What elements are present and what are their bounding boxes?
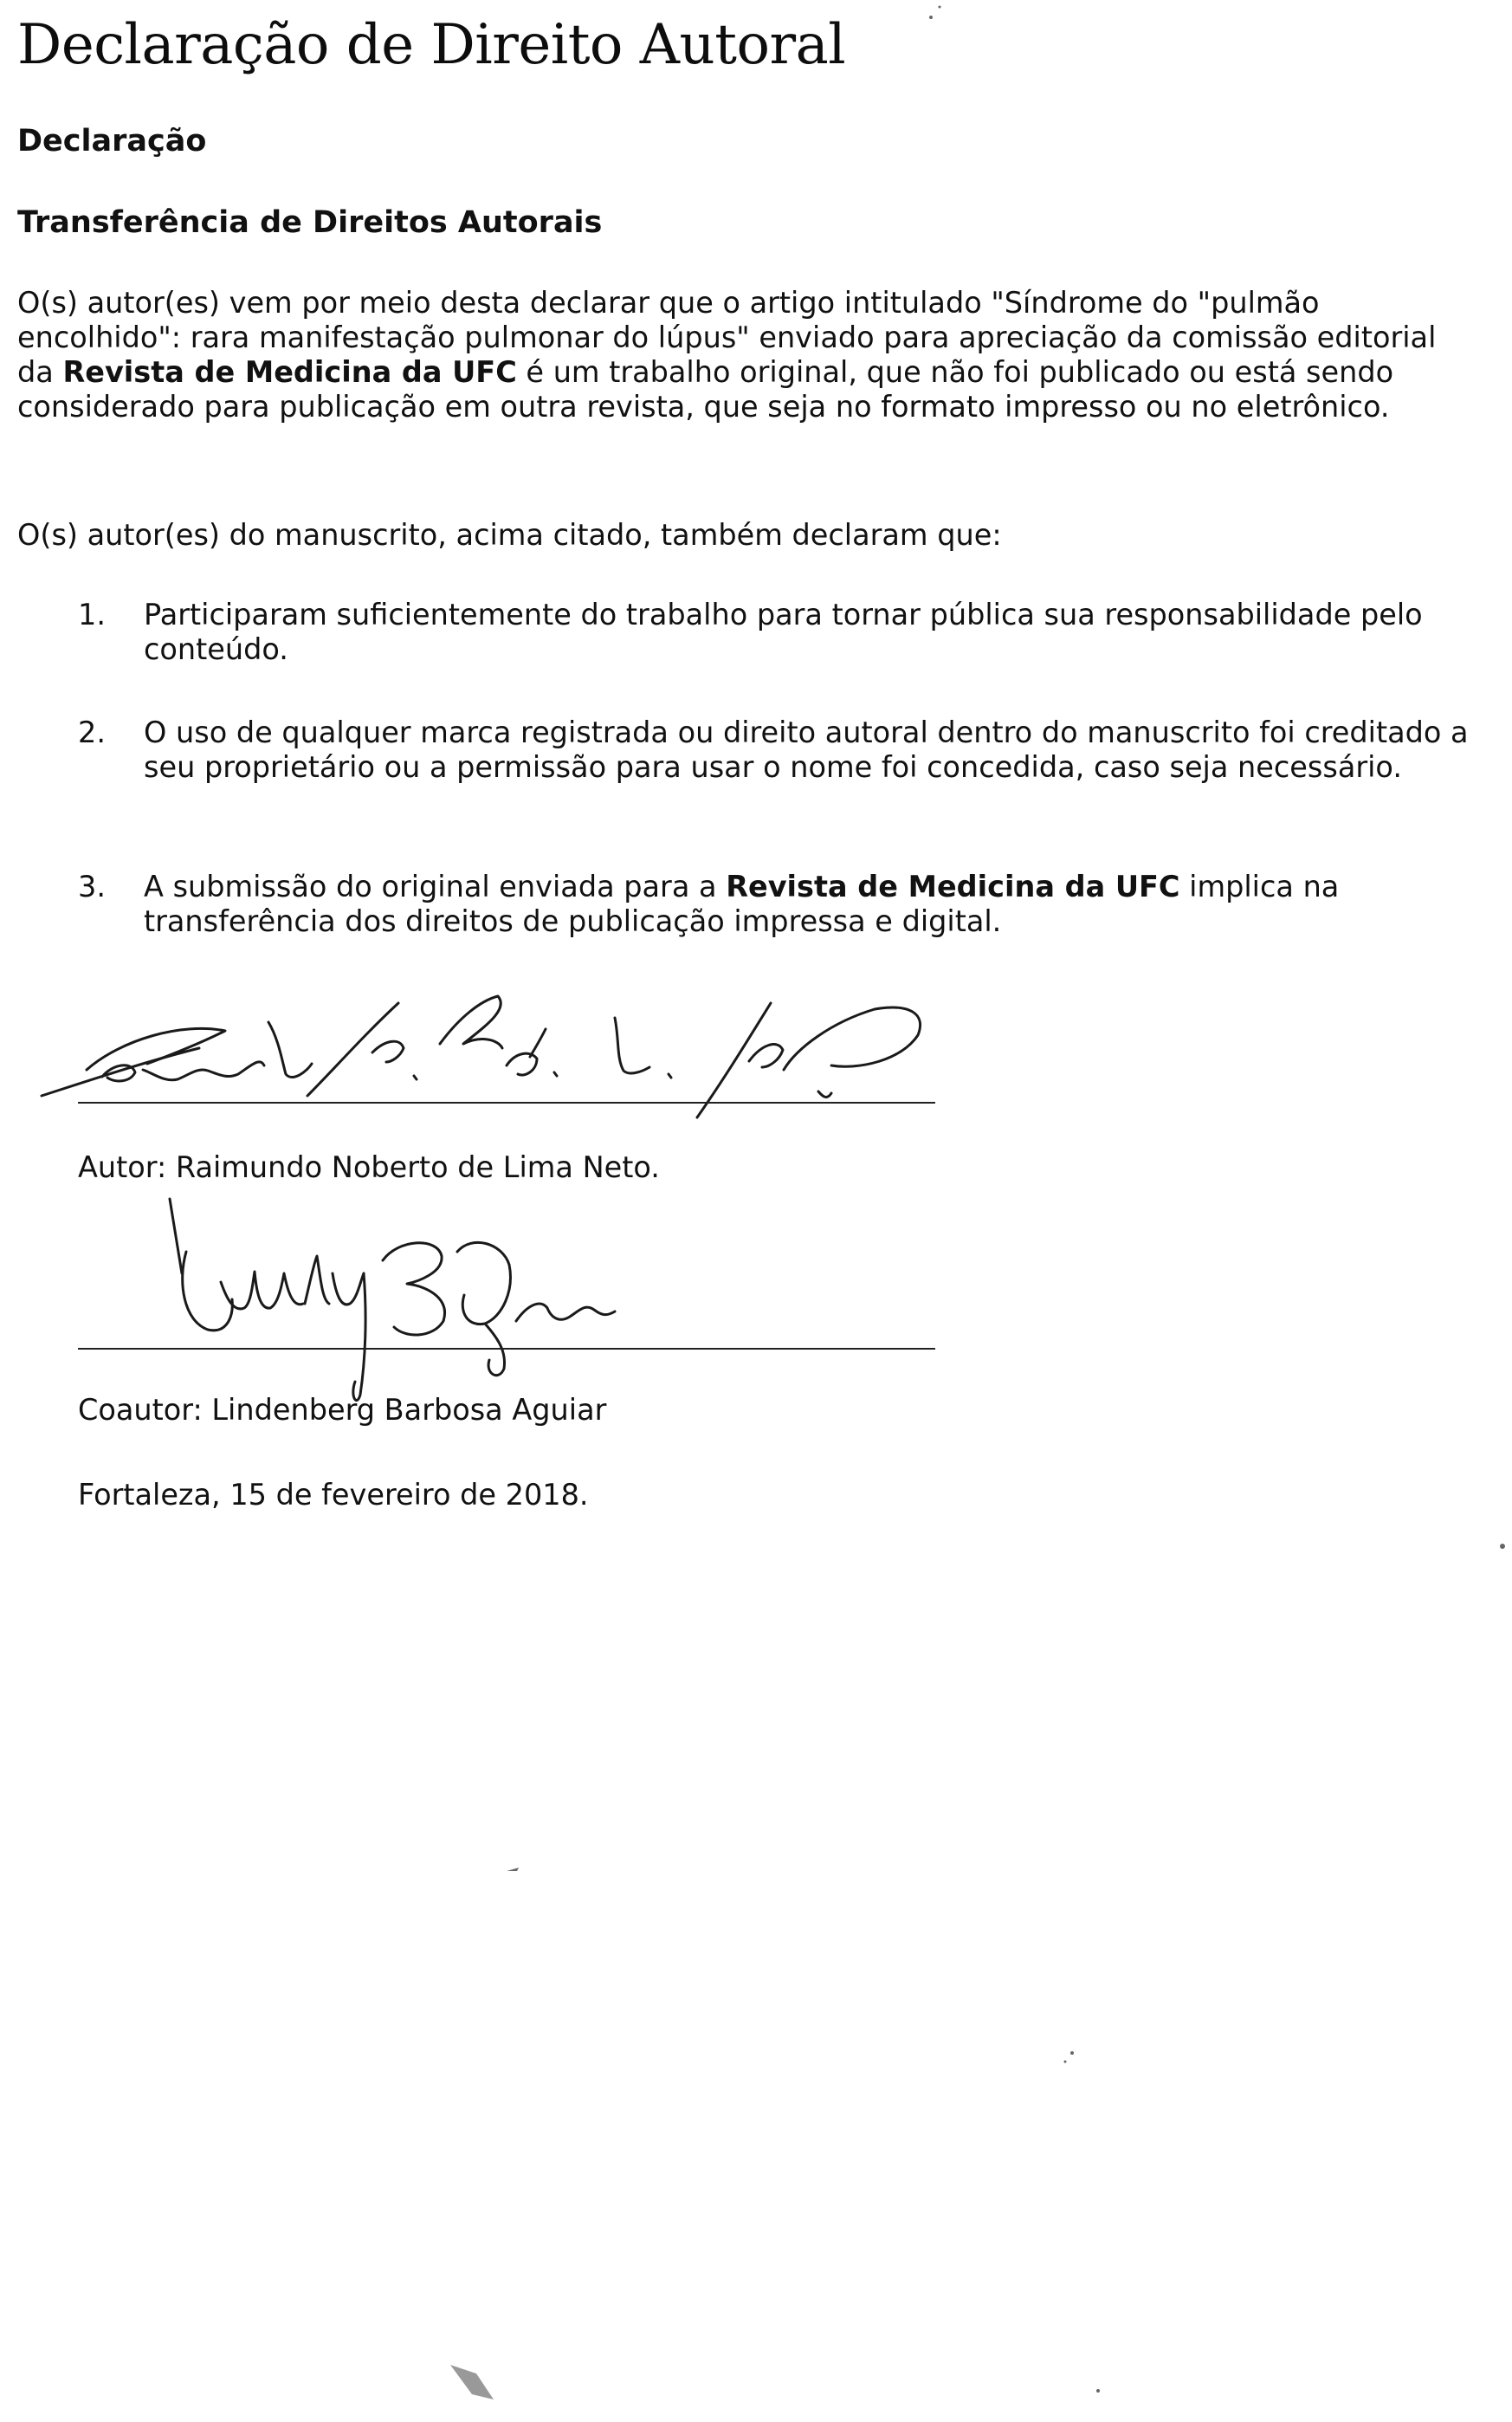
list-item-text-end: implica na transferência dos direitos de publicação impressa e digital. xyxy=(144,870,1340,938)
list-item-number: 3. xyxy=(78,870,106,903)
journal-name: Revista de Medicina da UFC xyxy=(726,870,1180,903)
journal-name: Revista de Medicina da UFC xyxy=(62,355,517,389)
list-item-number: 1. xyxy=(78,598,106,631)
list-item-text: O uso de qualquer marca registrada ou direito autoral dentro do manuscrito foi creditado a seu proprietário ou a permissão para usar o nome foi concedida, caso seja necessário. xyxy=(144,716,1469,784)
paragraph-text-end: é um trabalho original, que não foi publicado ou está sendo considerado para publicação em outra revista, que seja no formato impresso ou no eletrônico. xyxy=(17,355,1394,424)
list-item-text: Participaram suficientemente do trabalho para tornar pública sua responsabilidade pelo conteúdo. xyxy=(144,598,1423,666)
intro-list-paragraph: O(s) autor(es) do manuscrito, acima citado, também declaram que: xyxy=(17,518,1002,552)
paragraph-text-start: O(s) autor(es) vem por meio desta declarar que o artigo intitulado "Síndrome do "pulmão encolhido": rara manifestação pulmonar do lúpus" enviado para apreciação da comissão editorial da xyxy=(17,286,1437,389)
list-item-text-start: A submissão do original enviada para a xyxy=(144,870,727,903)
author-caption: Autor: Raimundo Noberto de Lima Neto. xyxy=(78,1150,660,1184)
place-date: Fortaleza, 15 de fevereiro de 2018. xyxy=(78,1478,589,1512)
section-heading: Declaração xyxy=(17,124,207,159)
subheading: Transferência de Direitos Autorais xyxy=(17,205,603,240)
list-item-number: 2. xyxy=(78,716,106,749)
document-title: Declaração de Direito Autoral xyxy=(17,13,846,77)
coauthor-caption: Coautor: Lindenberg Barbosa Aguiar xyxy=(78,1393,607,1427)
